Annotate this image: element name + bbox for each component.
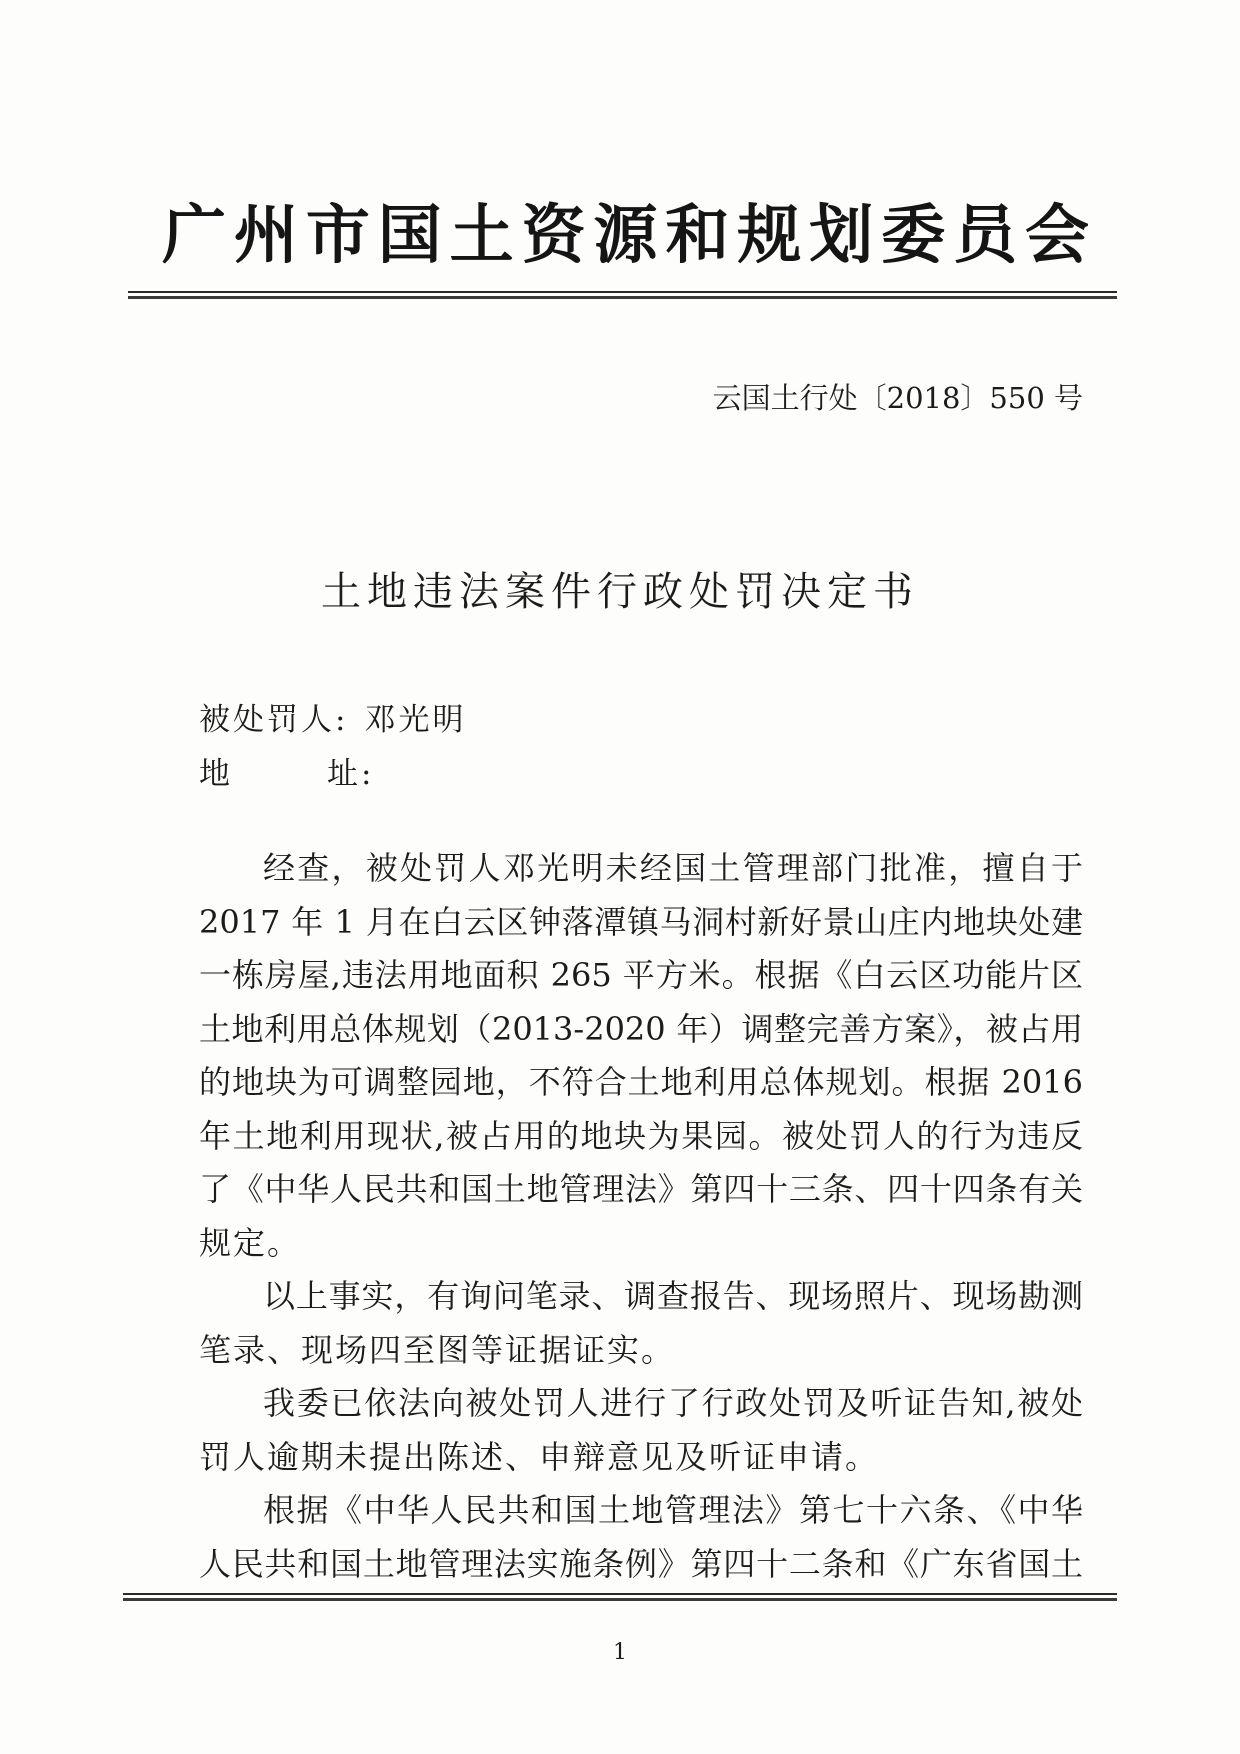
penalized-party-label: 被处罚人: (199, 702, 349, 738)
address-label-second: 址: (327, 756, 375, 792)
body-line: 了《中华人民共和国土地管理法》第四十三条、四十四条有关 (199, 1170, 1083, 1208)
decision-body (199, 842, 1083, 1591)
issuing-authority-title: 广州市国土资源和规划委员会 (162, 198, 1089, 273)
penalized-party-name: 邓光明 (364, 702, 467, 738)
body-line: 笔录、现场四至图等证据证实。 (199, 1330, 676, 1369)
penalized-party-row (199, 696, 466, 744)
body-line: 罚人逾期未提出陈述、申辩意见及听证申请。 (199, 1437, 880, 1476)
body-line: 我委已依法向被处罚人进行了行政处罚及听证告知,被处 (263, 1384, 1083, 1422)
body-line: 年土地利用现状,被占用的地块为果园。被处罚人的行为违反 (199, 1116, 1083, 1155)
page-number: 1 (613, 1640, 627, 1665)
address-label-first: 地 (199, 756, 233, 792)
body-line: 人民共和国土地管理法实施条例》第四十二条和《广东省国土 (199, 1544, 1083, 1583)
document-number: 云国土行处〔2018〕550 号 (712, 381, 1083, 415)
body-line: 一栋房屋,违法用地面积 265 平方米。根据《白云区功能片区 (199, 956, 1083, 994)
body-line: 的地块为可调整园地，不符合土地利用总体规划。根据 2016 (199, 1063, 1083, 1101)
body-line: 2017 年 1 月在白云区钟落潭镇马洞村新好景山庄内地块处建 (199, 902, 1083, 941)
header-double-rule (128, 291, 1117, 299)
body-line: 以上事实，有询问笔录、调查报告、现场照片、现场勘测 (263, 1277, 1083, 1315)
body-line: 规定。 (199, 1223, 302, 1262)
document-title: 土地违法案件行政处罚决定书 (321, 569, 919, 615)
body-line: 经查，被处罚人邓光明未经国土管理部门批准，擅自于 (263, 849, 1083, 887)
body-line: 根据《中华人民共和国土地管理法》第七十六条、《中华 (263, 1491, 1083, 1529)
body-line: 土地利用总体规划（2013-2020 年）调整完善方案》，被占用 (199, 1009, 1083, 1048)
footer-double-rule (123, 1593, 1117, 1601)
address-row (199, 750, 374, 798)
